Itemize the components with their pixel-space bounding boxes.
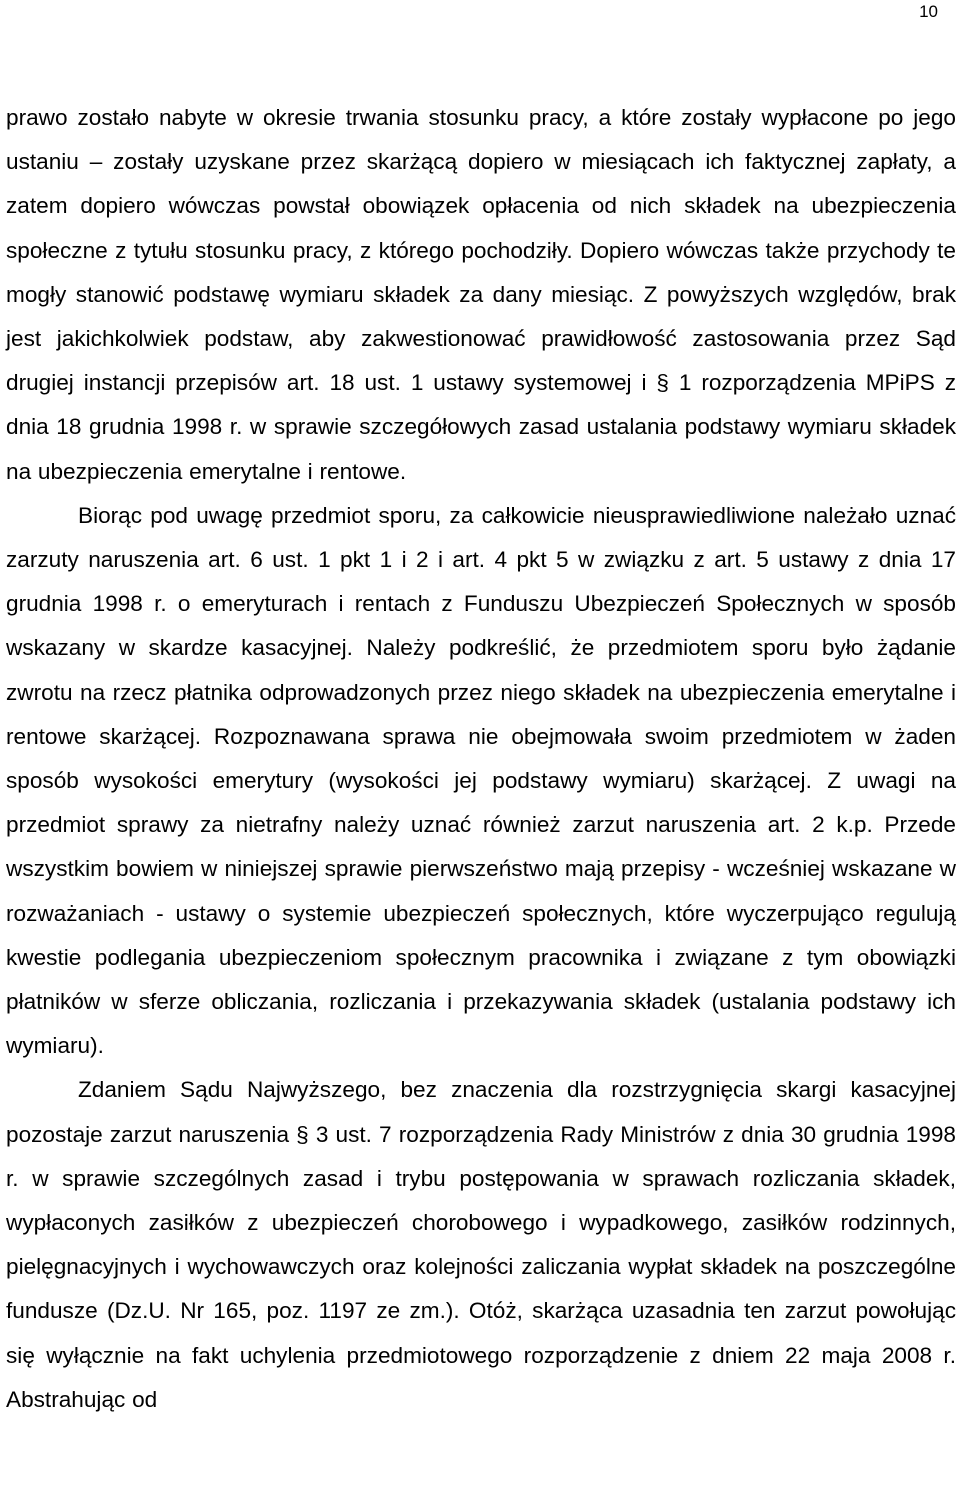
body-text xyxy=(6,96,956,1422)
paragraph-2: Biorąc pod uwagę przedmiot sporu, za całkowicie nieusprawiedliwione należało uznać zarzuty naruszenia art. 6 ust. 1 pkt 1 i 2 i art. 4 pkt 5 w związku z art. 5 ustawy z dnia 17 grudnia 1998 r. o emeryturach i rentach z Funduszu Ubezpieczeń Społecznych w sposób wskazany w skardze kasacyjnej. Należy podkreślić, że przedmiotem sporu było żądanie zwrotu na rzecz płatnika odprowadzonych przez niego składek na ubezpieczenia emerytalne i rentowe skarżącej. Rozpoznawana sprawa nie obejmowała swoim przedmiotem w żaden sposób wysokości emerytury (wysokości jej podstawy wymiaru) skarżącej. Z uwagi na przedmiot sprawy za nietrafny należy uznać również zarzut naruszenia art. 2 k.p. Przede wszystkim bowiem w niniejszej sprawie pierwszeństwo mają przepisy - wcześniej wskazane w rozważaniach - ustawy o systemie ubezpieczeń społecznych, które wyczerpująco regulują kwestie podlegania ubezpieczeniom społecznym pracownika i związane z tym obowiązki płatników w sferze obliczania, rozliczania i przekazywania składek (ustalania podstawy ich wymiaru). xyxy=(6,502,956,1059)
paragraph-1: prawo zostało nabyte w okresie trwania stosunku pracy, a które zostały wypłacone po jego ustaniu – zostały uzyskane przez skarżącą dopiero w miesiącach ich faktycznej zapłaty, a zatem dopiero wówczas powstał obowiązek opłacenia od nich składek na ubezpieczenia społeczne z tytułu stosunku pracy, z którego pochodziły. Dopiero wówczas także przychody te mogły stanowić podstawę wymiaru składek za dany miesiąc. Z powyższych względów, brak jest jakichkolwiek podstaw, aby zakwestionować prawidłowość zastosowania przez Sąd drugiej instancji przepisów art. 18 ust. 1 ustawy systemowej i § 1 rozporządzenia MPiPS z dnia 18 grudnia 1998 r. w sprawie szczegółowych zasad ustalania podstawy wymiaru składek na ubezpieczenia emerytalne i rentowe. xyxy=(6,105,956,484)
paragraph-3: Zdaniem Sądu Najwyższego, bez znaczenia dla rozstrzygnięcia skargi kasacyjnej pozostaje zarzut naruszenia § 3 ust. 7 rozporządzenia Rady Ministrów z dnia 30 grudnia 1998 r. w sprawie szczególnych zasad i trybu postępowania w sprawach rozliczania składek, wypłaconych zasiłków z ubezpieczeń chorobowego i wypadkowego, zasiłków rodzinnych, pielęgnacyjnych i wychowawczych oraz kolejności zaliczania wypłat składek na poszczególne fundusze (Dz.U. Nr 165, poz. 1197 ze zm.). Otóż, skarżąca uzasadnia ten zarzut powołując się wyłącznie na fakt uchylenia przedmiotowego rozporządzenie z dniem 22 maja 2008 r. Abstrahując od xyxy=(6,1077,956,1412)
page-number: 10 xyxy=(919,2,938,21)
